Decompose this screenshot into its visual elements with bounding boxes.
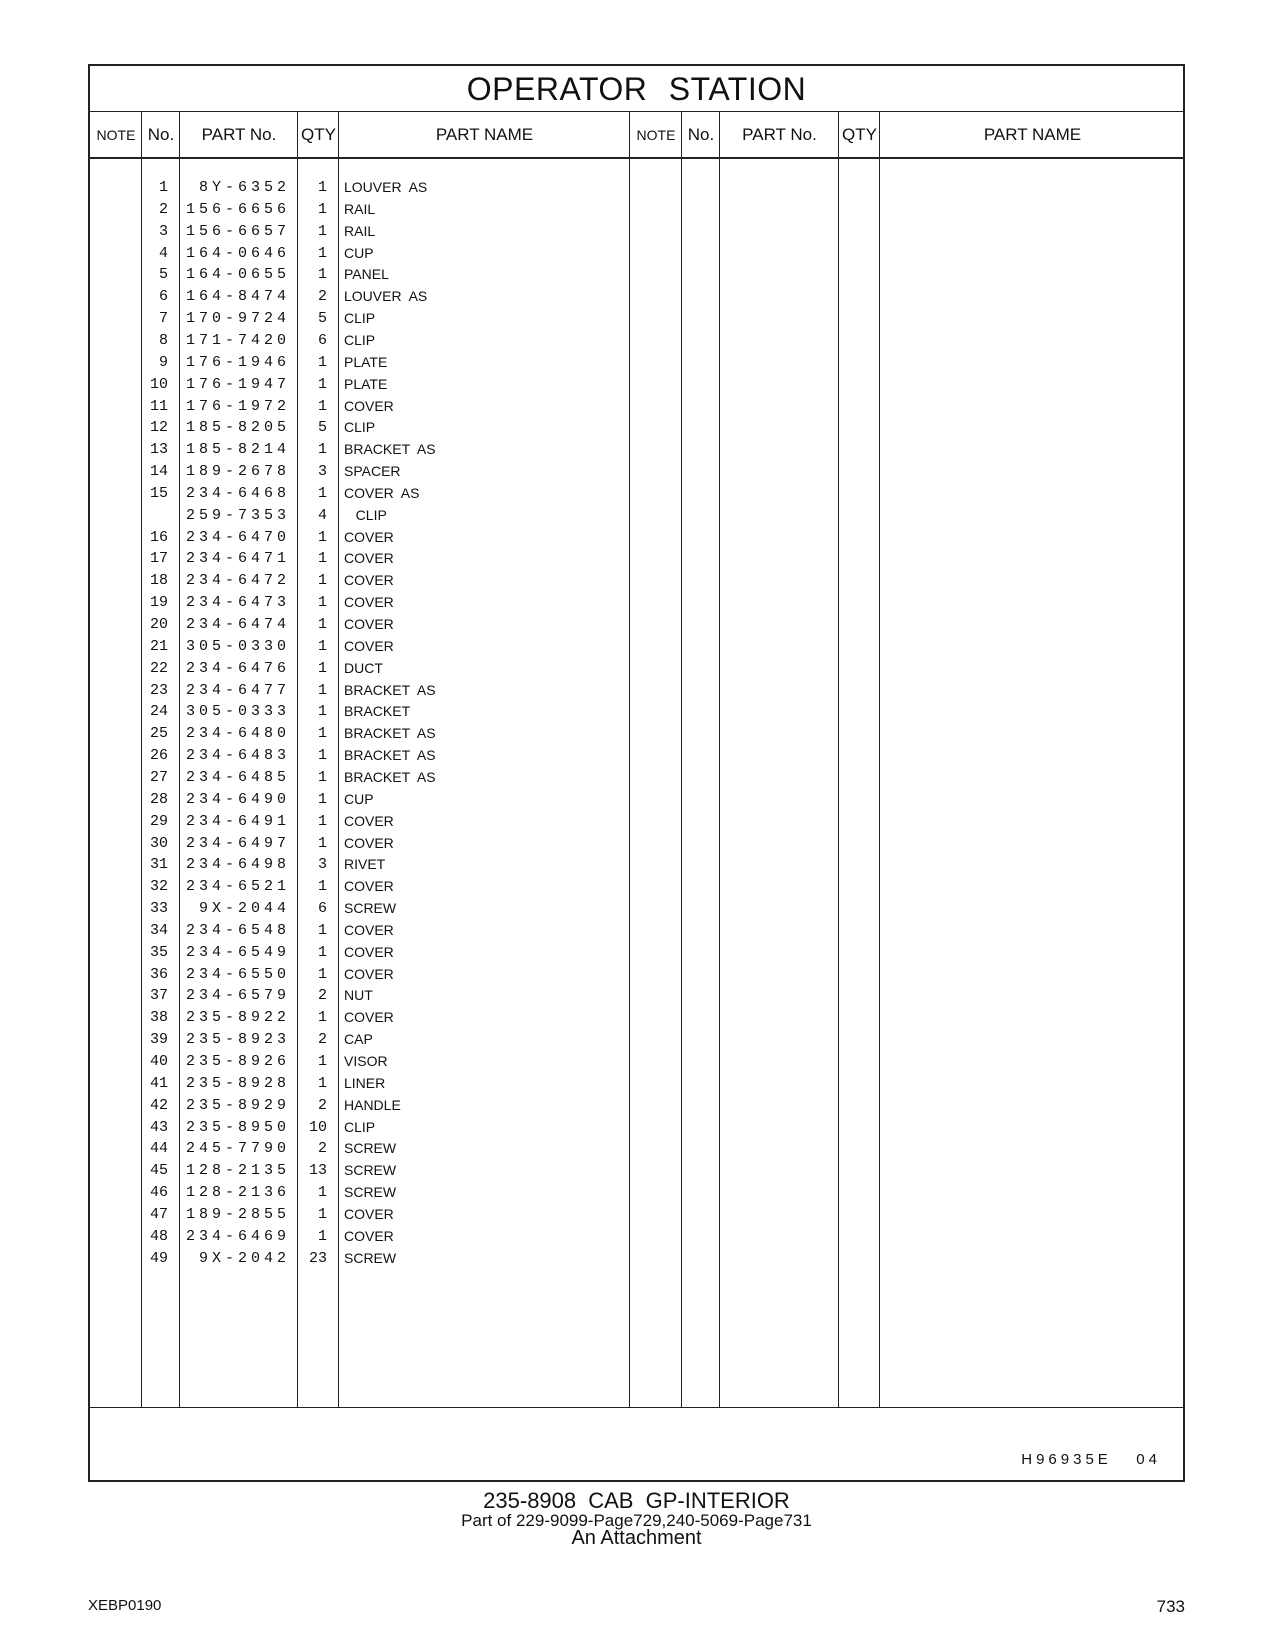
- item-number: 32: [149, 878, 168, 896]
- item-number: 19: [149, 594, 168, 612]
- header-qty-left: QTY: [301, 124, 336, 144]
- quantity: 6: [317, 331, 327, 349]
- part-number: 234-6477: [185, 681, 290, 699]
- quantity: 1: [317, 441, 327, 459]
- item-number: 10: [149, 375, 168, 393]
- item-number: 27: [149, 768, 168, 786]
- table-row: [90, 439, 1183, 462]
- item-number: 21: [149, 637, 168, 655]
- part-number: 235-8926: [185, 1053, 290, 1070]
- quantity: 1: [317, 1205, 327, 1223]
- table-row: [90, 286, 1183, 309]
- item-number: 35: [149, 943, 168, 961]
- item-number: 7: [158, 310, 168, 328]
- item-number: 48: [149, 1227, 168, 1245]
- part-number: 235-8929: [185, 1096, 290, 1114]
- quantity: 1: [317, 812, 327, 830]
- part-name: COVER: [344, 550, 394, 567]
- table-row: [90, 308, 1183, 331]
- table-row: [90, 964, 1183, 987]
- item-number: 31: [149, 856, 168, 874]
- part-number: 234-6476: [185, 659, 290, 677]
- part-number: 234-6469: [185, 1227, 290, 1245]
- part-name: COVER: [344, 965, 394, 982]
- item-number: 12: [149, 419, 168, 437]
- part-number: 170-9724: [185, 310, 290, 328]
- table-row: [90, 767, 1183, 790]
- item-number: 22: [149, 659, 168, 677]
- part-number: 171-7420: [185, 331, 290, 349]
- quantity: 1: [317, 878, 327, 896]
- quantity: 2: [317, 1096, 327, 1114]
- item-number: 44: [149, 1140, 168, 1158]
- part-name: COVER: [344, 528, 394, 545]
- table-row: [90, 876, 1183, 899]
- part-number: 234-6491: [185, 812, 290, 830]
- item-number: 40: [149, 1053, 168, 1070]
- part-number: 234-6480: [185, 725, 290, 743]
- quantity: 1: [317, 528, 327, 546]
- table-row: [90, 1051, 1183, 1074]
- quantity: 1: [317, 790, 327, 808]
- part-name: COVER: [344, 1227, 394, 1244]
- quantity: 1: [317, 834, 327, 852]
- part-number: 235-8922: [185, 1009, 290, 1027]
- part-number: 164-0646: [185, 244, 290, 262]
- part-number: 305-0330: [185, 637, 290, 655]
- item-number: 9: [158, 353, 168, 371]
- table-row: [90, 1029, 1183, 1052]
- part-name: PLATE: [344, 353, 388, 370]
- part-name: LOUVER AS: [344, 179, 428, 195]
- part-name: CLIP: [344, 331, 376, 348]
- quantity: 1: [317, 594, 327, 612]
- table-row: [90, 701, 1183, 724]
- item-number: 45: [149, 1162, 168, 1180]
- part-name: SCREW: [344, 1184, 397, 1201]
- header-qty-right: QTY: [842, 124, 877, 144]
- part-name: PANEL: [344, 266, 389, 283]
- table-row: [90, 1204, 1183, 1227]
- part-number: 176-1946: [185, 353, 290, 371]
- part-number: 234-6473: [185, 594, 290, 612]
- header-part-name-right: PART NAME: [983, 124, 1082, 144]
- quantity: 1: [317, 1227, 327, 1245]
- table-row: [90, 789, 1183, 812]
- table-row: [90, 1007, 1183, 1030]
- item-number: 11: [149, 397, 168, 415]
- part-number: 128-2135: [185, 1162, 290, 1180]
- part-number: 234-6497: [185, 834, 290, 852]
- header-note-left: NOTE: [96, 126, 136, 143]
- quantity: 13: [308, 1162, 327, 1180]
- part-name: CUP: [344, 244, 374, 261]
- item-number: 1: [158, 179, 168, 196]
- table-row: [90, 570, 1183, 593]
- item-number: 34: [149, 921, 168, 939]
- quantity: 1: [317, 353, 327, 371]
- quantity: 1: [317, 965, 327, 983]
- part-name: COVER: [344, 1009, 394, 1026]
- part-name: SCREW: [344, 1140, 397, 1157]
- table-row: [90, 1117, 1183, 1140]
- quantity: 1: [317, 266, 327, 284]
- quantity: 2: [317, 1031, 327, 1049]
- page-title: OPERATOR STATION: [90, 66, 1183, 112]
- part-number: 8Y-6352: [198, 179, 290, 196]
- item-number: 20: [149, 616, 168, 633]
- part-number: 164-8474: [185, 288, 290, 306]
- quantity: 10: [308, 1118, 327, 1136]
- part-number: 234-6483: [185, 747, 290, 765]
- part-name: SCREW: [344, 900, 397, 917]
- part-name: DUCT: [344, 659, 383, 676]
- table-row: [90, 1248, 1183, 1271]
- part-number: 234-6498: [185, 856, 290, 874]
- part-number: 234-6579: [185, 987, 290, 1005]
- quantity: 1: [317, 725, 327, 743]
- table-row: [90, 352, 1183, 375]
- item-number: 36: [149, 965, 168, 983]
- part-number: 164-0655: [185, 266, 290, 284]
- parts-table: [88, 64, 1185, 1482]
- part-name: SPACER: [344, 463, 401, 480]
- figure-code: H96935E 04: [1021, 1451, 1161, 1468]
- table-row: [90, 636, 1183, 659]
- table-row: [90, 330, 1183, 353]
- quantity: 1: [317, 616, 327, 633]
- part-name: CLIP: [344, 506, 387, 523]
- quantity: 1: [317, 1053, 327, 1070]
- table-row: [90, 811, 1183, 834]
- item-number: 26: [149, 747, 168, 765]
- part-number: 235-8950: [185, 1118, 290, 1136]
- item-number: 15: [149, 484, 168, 502]
- part-name: COVER: [344, 397, 394, 414]
- part-name: COVER: [344, 878, 394, 895]
- quantity: 1: [317, 244, 327, 262]
- part-name: BRACKET AS: [344, 747, 436, 764]
- quantity: 1: [317, 179, 327, 196]
- table-row: [90, 1073, 1183, 1096]
- quantity: 1: [317, 375, 327, 393]
- table-row: [90, 898, 1183, 921]
- item-number: 39: [149, 1031, 168, 1049]
- quantity: 1: [317, 200, 327, 218]
- part-number: 176-1972: [185, 397, 290, 415]
- quantity: 1: [317, 484, 327, 502]
- part-name: PLATE: [344, 375, 388, 392]
- table-row: [90, 1095, 1183, 1118]
- part-name: BRACKET AS: [344, 768, 436, 785]
- part-name: LOUVER AS: [344, 288, 428, 305]
- table-row: [90, 199, 1183, 222]
- part-name: RIVET: [344, 856, 386, 873]
- part-number: 245-7790: [185, 1140, 290, 1158]
- quantity: 1: [317, 550, 327, 568]
- item-number: 37: [149, 987, 168, 1005]
- quantity: 6: [317, 900, 327, 918]
- table-row: [90, 614, 1183, 637]
- quantity: 2: [317, 288, 327, 306]
- part-name: COVER: [344, 572, 394, 589]
- part-number: 9X-2044: [198, 900, 290, 918]
- item-number: 30: [149, 834, 168, 852]
- table-row: [90, 396, 1183, 419]
- table-row: [90, 483, 1183, 506]
- part-number: 234-6521: [185, 878, 290, 896]
- table-row: [90, 833, 1183, 856]
- item-number: 33: [149, 900, 168, 918]
- part-name: COVER: [344, 1205, 394, 1222]
- item-number: 28: [149, 790, 168, 808]
- item-number: 49: [149, 1249, 168, 1267]
- header-part-name-left: PART NAME: [435, 124, 534, 144]
- part-number: 185-8205: [185, 419, 290, 437]
- part-name: COVER: [344, 812, 394, 829]
- quantity: 3: [317, 463, 327, 481]
- quantity: 2: [317, 1140, 327, 1158]
- header-no-right: No.: [687, 124, 715, 144]
- quantity: 1: [317, 659, 327, 677]
- part-name: SCREW: [344, 1162, 397, 1179]
- quantity: 1: [317, 1184, 327, 1202]
- item-number: 4: [158, 244, 168, 262]
- table-body: [90, 159, 1183, 1469]
- item-number: 47: [149, 1205, 168, 1223]
- table-row: [90, 854, 1183, 877]
- quantity: 1: [317, 747, 327, 765]
- item-number: 3: [158, 222, 168, 240]
- part-name: RAIL: [344, 222, 376, 239]
- quantity: 1: [317, 572, 327, 590]
- part-number: 234-6549: [185, 943, 290, 961]
- part-number: 189-2678: [185, 463, 290, 481]
- part-number: 235-8923: [185, 1031, 290, 1049]
- header-part-no-left: PART No.: [201, 124, 277, 144]
- quantity: 1: [317, 1074, 327, 1092]
- table-row: [90, 221, 1183, 244]
- document-id: XEBP0190: [88, 1597, 162, 1614]
- part-name: BRACKET AS: [344, 681, 436, 698]
- part-name: COVER: [344, 616, 394, 632]
- part-name: HANDLE: [344, 1096, 401, 1113]
- quantity: 5: [317, 419, 327, 437]
- quantity: 5: [317, 310, 327, 328]
- part-name: RAIL: [344, 200, 376, 217]
- part-number: 234-6471: [185, 550, 290, 568]
- quantity: 1: [317, 222, 327, 240]
- footer-divider: [90, 1407, 1183, 1408]
- item-number: 24: [149, 703, 168, 721]
- part-name: VISOR: [344, 1053, 388, 1069]
- item-number: 8: [158, 331, 168, 349]
- part-number: 234-6550: [185, 965, 290, 983]
- item-number: 16: [149, 528, 168, 546]
- item-number: 13: [149, 441, 168, 459]
- header-note-right: NOTE: [636, 126, 676, 143]
- part-number: 234-6548: [185, 921, 290, 939]
- page-number: 733: [1156, 1597, 1185, 1616]
- part-number: 128-2136: [185, 1184, 290, 1202]
- part-name: LINER: [344, 1074, 386, 1091]
- part-number: 234-6485: [185, 768, 290, 786]
- part-number: 185-8214: [185, 441, 290, 459]
- item-number: 5: [158, 266, 168, 284]
- item-number: 14: [149, 463, 168, 481]
- part-name: CLIP: [344, 1118, 376, 1135]
- table-row: [90, 680, 1183, 703]
- part-name: COVER: [344, 834, 394, 851]
- quantity: 1: [317, 637, 327, 655]
- item-number: 23: [149, 681, 168, 699]
- part-name: COVER AS: [344, 484, 420, 501]
- table-row: [90, 745, 1183, 768]
- part-name: CLIP: [344, 310, 376, 327]
- item-number: 43: [149, 1118, 168, 1136]
- header-part-no-right: PART No.: [742, 124, 817, 144]
- table-row: [90, 374, 1183, 397]
- part-number: 156-6657: [185, 222, 290, 240]
- part-name: COVER: [344, 637, 394, 654]
- quantity: 1: [317, 397, 327, 415]
- table-row: [90, 1138, 1183, 1161]
- table-row: [90, 1160, 1183, 1183]
- table-header: [90, 112, 1183, 159]
- part-name: CUP: [344, 790, 374, 807]
- table-row: [90, 920, 1183, 943]
- part-name: BRACKET AS: [344, 725, 436, 742]
- table-row: [90, 723, 1183, 746]
- table-row: [90, 658, 1183, 681]
- quantity: 23: [308, 1249, 327, 1267]
- part-number: 305-0333: [185, 703, 290, 721]
- table-row: [90, 942, 1183, 965]
- part-number: 234-6470: [185, 528, 290, 546]
- part-number: 234-6474: [185, 616, 290, 633]
- group-subtitle: 235-8908 CAB GP-INTERIOR: [483, 1488, 790, 1513]
- part-number: 156-6656: [185, 200, 290, 218]
- part-number: 234-6468: [185, 484, 290, 502]
- part-number: 234-6472: [185, 572, 290, 590]
- item-number: 2: [158, 200, 168, 218]
- quantity: 3: [317, 856, 327, 874]
- part-number: 234-6490: [185, 790, 290, 808]
- quantity: 1: [317, 1009, 327, 1027]
- table-row: [90, 417, 1183, 440]
- table-row: [90, 985, 1183, 1008]
- quantity: 1: [317, 921, 327, 939]
- part-number: 189-2855: [185, 1205, 290, 1223]
- table-row: [90, 527, 1183, 550]
- part-name: CAP: [344, 1031, 373, 1048]
- table-row: [90, 177, 1183, 200]
- quantity: 1: [317, 943, 327, 961]
- part-of-reference: Part of 229-9099-Page729,240-5069-Page731: [461, 1511, 812, 1530]
- table-row: [90, 505, 1183, 528]
- table-row: [90, 1226, 1183, 1249]
- header-no-left: No.: [147, 124, 175, 144]
- part-number: 9X-2042: [198, 1249, 290, 1267]
- quantity: 1: [317, 703, 327, 721]
- part-number: 176-1947: [185, 375, 290, 393]
- part-name: COVER: [344, 943, 394, 960]
- item-number: 6: [158, 288, 168, 306]
- part-number: 235-8928: [185, 1074, 290, 1092]
- quantity: 2: [317, 987, 327, 1005]
- part-name: BRACKET: [344, 703, 411, 720]
- part-name: CLIP: [344, 419, 376, 436]
- quantity: 1: [317, 768, 327, 786]
- table-row: [90, 264, 1183, 287]
- part-name: SCREW: [344, 1249, 397, 1266]
- table-row: [90, 592, 1183, 615]
- part-name: NUT: [344, 987, 373, 1004]
- table-row: [90, 548, 1183, 571]
- part-number: 259-7353: [185, 506, 290, 524]
- table-row: [90, 461, 1183, 484]
- item-number: 42: [149, 1096, 168, 1114]
- item-number: 25: [149, 725, 168, 743]
- quantity: 1: [317, 681, 327, 699]
- part-name: COVER: [344, 594, 394, 611]
- part-name: COVER: [344, 921, 394, 938]
- table-row: [90, 1182, 1183, 1205]
- attachment-label: An Attachment: [571, 1527, 702, 1549]
- quantity: 4: [317, 506, 327, 524]
- part-name: BRACKET AS: [344, 441, 436, 458]
- item-number: 38: [149, 1009, 168, 1027]
- item-number: 41: [149, 1074, 168, 1092]
- item-number: 18: [149, 572, 168, 590]
- item-number: 29: [149, 812, 168, 830]
- item-number: 17: [149, 550, 168, 568]
- item-number: 46: [149, 1184, 168, 1202]
- table-row: [90, 243, 1183, 266]
